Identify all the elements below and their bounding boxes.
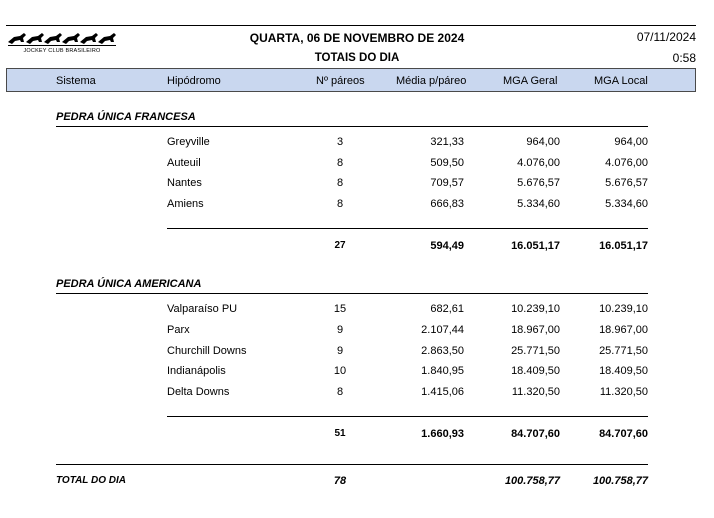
- column-pareos: Nº páreos: [316, 75, 365, 87]
- pareos-cell: 15: [333, 303, 347, 315]
- mga-geral-cell: 11.320,50: [511, 386, 560, 398]
- column-sistema: Sistema: [56, 75, 96, 87]
- media-cell: 321,33: [430, 136, 464, 148]
- report-subtitle: TOTAIS DO DIA: [314, 52, 400, 64]
- media-cell: 709,57: [430, 177, 464, 189]
- pareos-cell: 9: [336, 345, 344, 357]
- mga-local-cell: 4.076,00: [605, 157, 648, 169]
- top-divider: [6, 25, 696, 26]
- media-cell: 1.840,95: [421, 365, 464, 377]
- mga-geral-cell: 5.334,60: [517, 198, 560, 210]
- subtotal-media: 594,49: [430, 240, 464, 252]
- column-mga-geral: MGA Geral: [503, 75, 558, 87]
- print-time: 0:58: [672, 51, 696, 65]
- mga-local-cell: 5.676,57: [605, 177, 648, 189]
- section-divider: [56, 293, 648, 294]
- grand-total-label: TOTAL DO DIA: [56, 475, 126, 486]
- hipodromo-cell: Auteuil: [167, 157, 201, 169]
- media-cell: 1.415,06: [421, 386, 464, 398]
- mga-local-cell: 5.334,60: [605, 198, 648, 210]
- section-divider: [56, 126, 648, 127]
- grand-total-divider: [56, 464, 648, 465]
- grand-total-pareos: 78: [333, 475, 347, 487]
- media-cell: 2.107,44: [421, 324, 464, 336]
- pareos-cell: 9: [336, 324, 344, 336]
- pareos-cell: 8: [336, 198, 344, 210]
- mga-local-cell: 18.409,50: [599, 365, 648, 377]
- hipodromo-cell: Greyville: [167, 136, 210, 148]
- pareos-cell: 8: [336, 157, 344, 169]
- mga-geral-cell: 25.771,50: [511, 345, 560, 357]
- subtotal-divider: [167, 416, 648, 417]
- hipodromo-cell: Amiens: [167, 198, 204, 210]
- pareos-cell: 10: [333, 365, 347, 377]
- subtotal-mga-local: 16.051,17: [599, 240, 648, 252]
- mga-geral-cell: 4.076,00: [517, 157, 560, 169]
- subtotal-pareos: 27: [334, 240, 346, 251]
- hipodromo-cell: Nantes: [167, 177, 202, 189]
- mga-local-cell: 18.967,00: [599, 324, 648, 336]
- media-cell: 666,83: [430, 198, 464, 210]
- column-hipodromo: Hipódromo: [167, 75, 221, 87]
- media-cell: 682,61: [430, 303, 464, 315]
- pareos-cell: 3: [336, 136, 344, 148]
- subtotal-divider: [167, 228, 648, 229]
- mga-geral-cell: 964,00: [526, 136, 560, 148]
- section-title: PEDRA ÚNICA AMERICANA: [56, 278, 202, 290]
- subtotal-pareos: 51: [334, 428, 346, 439]
- mga-local-cell: 25.771,50: [599, 345, 648, 357]
- pareos-cell: 8: [336, 386, 344, 398]
- subtotal-mga-local: 84.707,60: [599, 428, 648, 440]
- hipodromo-cell: Churchill Downs: [167, 345, 247, 357]
- mga-geral-cell: 10.239,10: [511, 303, 560, 315]
- hipodromo-cell: Delta Downs: [167, 386, 230, 398]
- media-cell: 2.863,50: [421, 345, 464, 357]
- hipodromo-cell: Indianápolis: [167, 365, 226, 377]
- hipodromo-cell: Parx: [167, 324, 190, 336]
- mga-local-cell: 11.320,50: [599, 386, 648, 398]
- mga-geral-cell: 18.409,50: [511, 365, 560, 377]
- subtotal-mga-geral: 16.051,17: [511, 240, 560, 252]
- print-date: 07/11/2024: [636, 30, 696, 44]
- subtotal-mga-geral: 84.707,60: [511, 428, 560, 440]
- pareos-cell: 8: [336, 177, 344, 189]
- logo-text: JOCKEY CLUB BRASILEIRO: [23, 48, 101, 54]
- mga-local-cell: 964,00: [614, 136, 648, 148]
- subtotal-media: 1.660,93: [421, 428, 464, 440]
- grand-total-mga-geral: 100.758,77: [504, 475, 560, 487]
- mga-geral-cell: 5.676,57: [517, 177, 560, 189]
- mga-geral-cell: 18.967,00: [511, 324, 560, 336]
- hipodromo-cell: Valparaíso PU: [167, 303, 238, 315]
- column-media: Média p/páreo: [396, 75, 467, 87]
- media-cell: 509,50: [430, 157, 464, 169]
- mga-local-cell: 10.239,10: [599, 303, 648, 315]
- report-date-title: QUARTA, 06 DE NOVEMBRO DE 2024: [249, 31, 465, 45]
- column-mga-local: MGA Local: [594, 75, 648, 87]
- section-title: PEDRA ÚNICA FRANCESA: [56, 111, 196, 123]
- grand-total-mga-local: 100.758,77: [592, 475, 648, 487]
